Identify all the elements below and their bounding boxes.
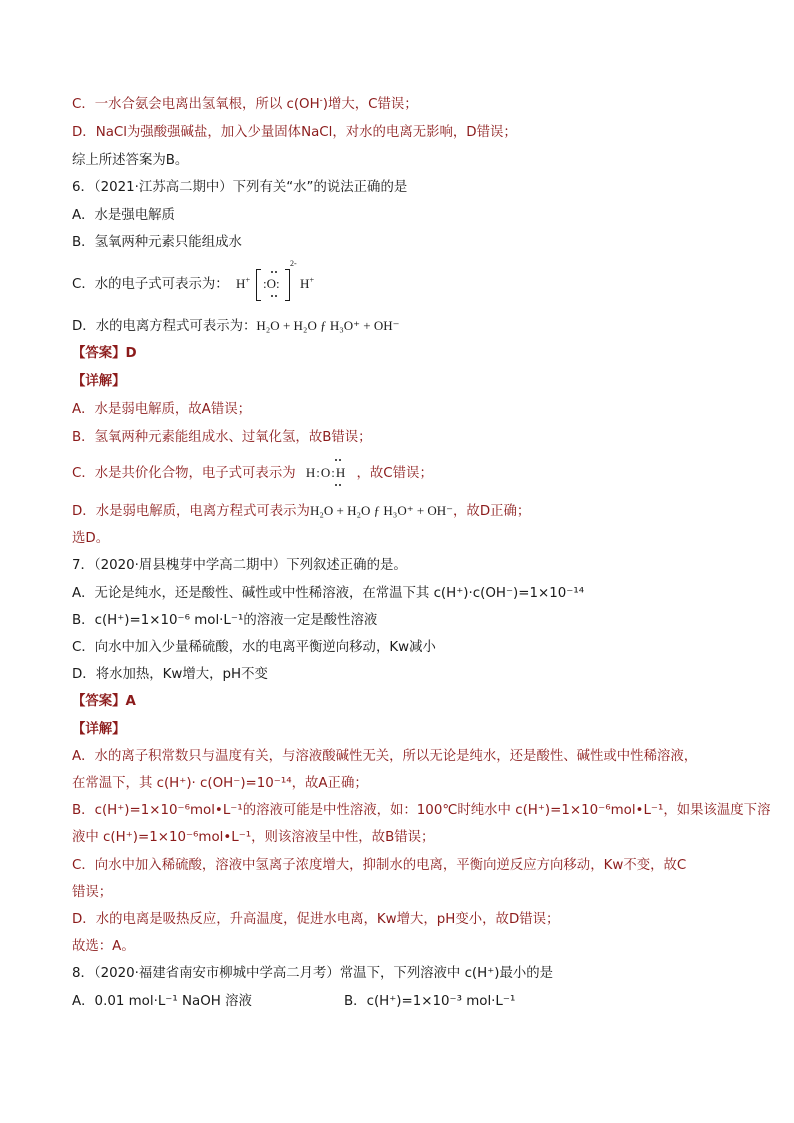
detail-6-d: D．水是弱电解质，电离方程式可表示为H₂O + H₂O ƒ H₃O⁺ + OH⁻，故D正确； xyxy=(72,503,531,519)
lewis-oxygen: :O: xyxy=(263,276,280,291)
question-6-option-c: C．水的电子式可表示为： xyxy=(72,277,229,292)
answer-6: 【答案】D xyxy=(72,346,137,361)
detail-7-d: D．水的电离是吸热反应，升高温度，促进水电离，Kw增大，pH变小，故D错误； xyxy=(72,912,560,927)
lewis-structure-covalent: H:O:H xyxy=(305,465,347,480)
question-6-option-d: D．水的电离方程式可表示为：H₂O + H₂O ƒ H₃O⁺ + OH⁻ xyxy=(72,318,400,334)
conclusion-7: 故选：A。 xyxy=(72,939,135,954)
detail-7-a-line2: 在常温下，其 c(H⁺)· c(OH⁻)=10⁻¹⁴，故A正确； xyxy=(72,776,368,791)
text-line: 综上所述答案为B。 xyxy=(72,153,189,168)
bracket-left xyxy=(256,269,261,301)
document-page: C．一水合氨会电离出氢氧根，所以 c(OH-)增大，C错误； D．NaCl为强酸强碱盐，加入少量固体NaCl，对水的电离无影响，D错误； 综上所述答案为B。 6．（2021·江苏高二期中）下列有关“水”的说法正确的是 A．水是强电解质 B．氢氧两种元素只能组成水 C．水的电子式可表示为： H+ :O: 2- H+ D．水的电离方程式可表示为：H₂O + H₂O ƒ H₃O⁺ + OH⁻ 【答案】D 【详解】 A．水是弱电解质，故A错误； B．氢氧两种元素能组成水、过氧化氢，故B错误； C．水是共价化合物，电子式可表示为 H:O:H ，故C错误； D．水是弱电解质，电离方程式可表示为H₂O + H₂O ƒ H₃O⁺ + OH⁻，故D正确； 选D。 7．（2020·眉县槐芽中学高二期中）下列叙述正确的是。 A．无论是纯水，还是酸性、碱性或中性稀溶液，在常温下其 c(H⁺)·c(OH⁻)=1×10⁻¹⁴ B．c(H⁺)=1×10⁻⁶ mol·L⁻¹的溶液一定是酸性溶液 C．向水中加入少量稀硫酸，水的电离平衡逆向移动，Kw减小 D．将水加热，Kw增大，pH不变 【答案】A 【详解】 A．水的离子积常数只与温度有关，与溶液酸碱性无关，所以无论是纯水，还是酸性、碱性或中性稀溶液， 在常温下，其 c(H⁺)· c(OH⁻)=10⁻¹⁴，故A正确； B．c(H⁺)=1×10⁻⁶mol•L⁻¹的溶液可能是中性溶液，如：100℃时纯水中 c(H⁺)=1×10⁻⁶mol•L⁻¹，如果该温度下溶 液中 c(H⁺)=1×10⁻⁶mol•L⁻¹，则该溶液呈中性，故B错误； C．向水中加入稀硫酸，溶液中氢离子浓度增大，抑制水的电离，平衡向逆反应方向移动，Kw不变，故C 错误； D．水的电离是吸热反应，升高温度，促进水电离，Kw增大，pH变小，故D错误； 故选：A。 8．（2020·福建省南安市柳城中学高二月考）常温下，下列溶液中 c(H⁺)最小的是 A．0.01 mol·L⁻¹ NaOH 溶液 B．c(H⁺)=1×10⁻³ mol·L⁻¹ xyxy=(72,95,771,1009)
detail-7-a-line1: A．水的离子积常数只与温度有关，与溶液酸碱性无关，所以无论是纯水，还是酸性、碱性或中性稀溶液， xyxy=(72,749,698,764)
answer-7: 【答案】A xyxy=(72,694,136,709)
text-line: D．NaCl为强酸强碱盐，加入少量固体NaCl，对水的电离无影响，D错误； xyxy=(72,125,517,140)
detail-7-c-line2: 错误； xyxy=(72,885,113,900)
detail-6-c: C．水是共价化合物，电子式可表示为 H:O:H ，故C错误； xyxy=(72,465,433,481)
question-8-option-a: A．0.01 mol·L⁻¹ NaOH 溶液 xyxy=(72,994,252,1009)
conclusion-6: 选D。 xyxy=(72,531,110,546)
detail-7-heading: 【详解】 xyxy=(72,722,126,737)
detail-6-heading: 【详解】 xyxy=(72,374,126,389)
lewis-h-right: H+ xyxy=(300,274,315,291)
question-8-option-b: B．c(H⁺)=1×10⁻³ mol·L⁻¹ xyxy=(344,994,516,1009)
question-6-title: 6．（2021·江苏高二期中）下列有关“水”的说法正确的是 xyxy=(72,180,408,195)
detail-7-b-line2: 液中 c(H⁺)=1×10⁻⁶mol•L⁻¹，则该溶液呈中性，故B错误； xyxy=(72,830,435,845)
question-6-option-a: A．水是强电解质 xyxy=(72,208,175,223)
text-line: C．一水合氨会电离出氢氧根，所以 c(OH-)增大，C错误； xyxy=(72,95,418,112)
bracket-right xyxy=(285,269,290,301)
detail-6-b: B．氢氧两种元素能组成水、过氧化氢，故B错误； xyxy=(72,430,372,445)
question-7-option-b: B．c(H⁺)=1×10⁻⁶ mol·L⁻¹的溶液一定是酸性溶液 xyxy=(72,613,378,628)
lewis-h-left: H+ xyxy=(236,274,251,291)
question-7-option-a: A．无论是纯水，还是酸性、碱性或中性稀溶液，在常温下其 c(H⁺)·c(OH⁻)=1×10⁻¹⁴ xyxy=(72,586,585,601)
question-7-option-d: D．将水加热，Kw增大，pH不变 xyxy=(72,667,268,682)
detail-6-a: A．水是弱电解质，故A错误； xyxy=(72,402,252,417)
question-6-option-b: B．氢氧两种元素只能组成水 xyxy=(72,235,242,250)
question-7-title: 7．（2020·眉县槐芽中学高二期中）下列叙述正确的是。 xyxy=(72,558,407,573)
detail-7-c-line1: C．向水中加入稀硫酸，溶液中氢离子浓度增大，抑制水的电离，平衡向逆反应方向移动，Kw不变，故C xyxy=(72,858,687,873)
question-7-option-c: C．向水中加入少量稀硫酸，水的电离平衡逆向移动，Kw减小 xyxy=(72,640,436,655)
question-8-title: 8．（2020·福建省南安市柳城中学高二月考）常温下，下列溶液中 c(H⁺)最小的是 xyxy=(72,966,554,981)
detail-7-b-line1: B．c(H⁺)=1×10⁻⁶mol•L⁻¹的溶液可能是中性溶液，如：100℃时纯水中 c(H⁺)=1×10⁻⁶mol•L⁻¹，如果该温度下溶 xyxy=(72,803,771,818)
